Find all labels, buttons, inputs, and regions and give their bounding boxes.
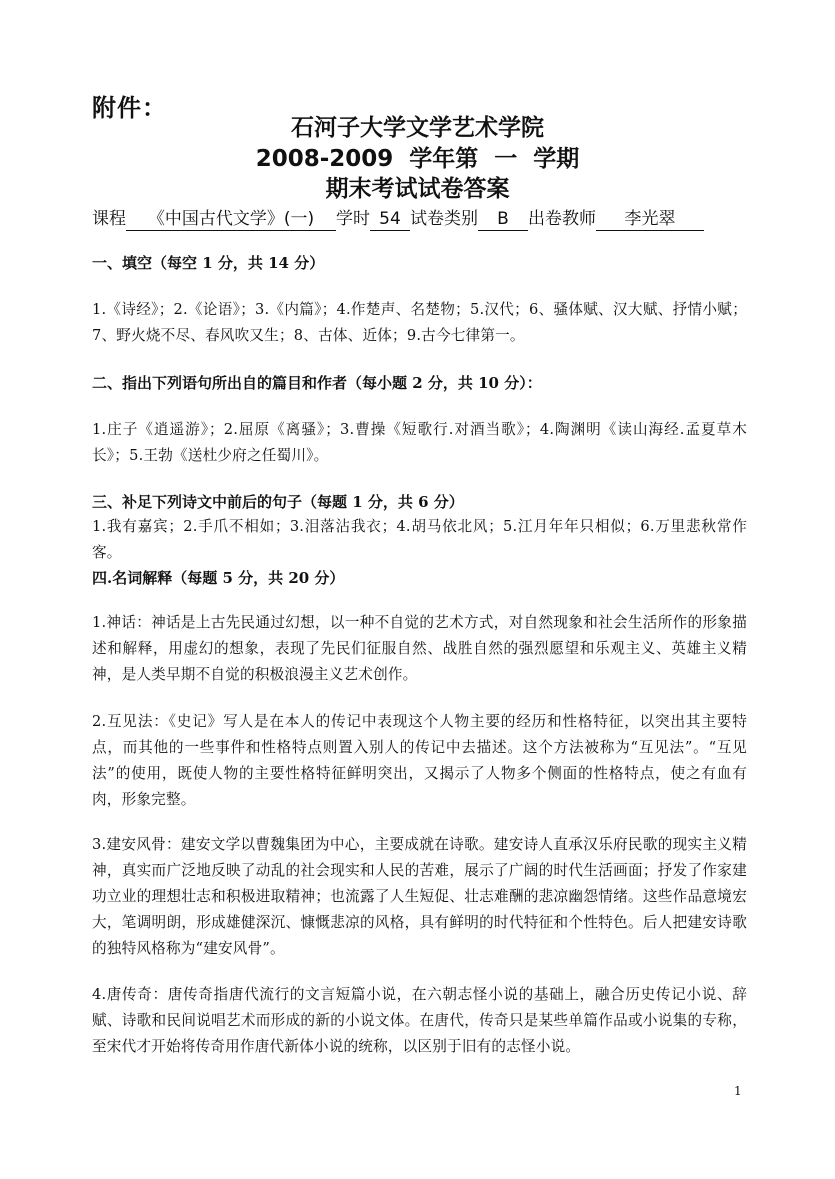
- term-title: 2008-2009 学年第 一 学期: [255, 146, 580, 172]
- document-title: 期末考试试卷答案: [325, 176, 510, 202]
- teacher-value: 李光翠: [596, 208, 704, 231]
- term-jianan-fenggu: 3.建安风骨：建安文学以曹魏集团为中心，主要成就在诗歌。建安诗人直承汉乐府民歌的现实主义精神，真实而广泛地反映了动乱的社会现实和人民的苦难，展示了广阔的时代生活画面；抒发了作家建功立业的理想壮志和积极进取精神；也流露了人生短促、壮志难酬的悲凉幽怨情绪。这些作品意境宏大，笔调明朗，形成雄健深沉、慷慨悲凉的风格，具有鲜明的时代特征和个性特色。后人把建安诗歌的独特风格称为“建安风骨”。: [92, 836, 747, 957]
- hours-label: 学时: [336, 209, 370, 229]
- section3-answer: 1.我有嘉宾；2.手爪不相如；3.泪落沾我衣；4.胡马依北风；5.江月年年只相似；6.万里悲秋常作客。: [92, 518, 747, 561]
- section2-answer: 1.庄子《逍遥游》；2.屈原《离骚》；3.曹操《短歌行.对酒当歌》；4.陶渊明《读山海经.孟夏草木长》；5.王勃《送杜少府之任蜀川》。: [92, 421, 747, 464]
- page-number: 1: [734, 1084, 742, 1098]
- section1-answer: 1.《诗经》；2.《论语》；3.《内篇》；4.作楚声、名楚物；5.汉代；6、骚体赋、汉大赋、抒情小赋；7、野火烧不尽、春风吹又生；8、古体、近体；9.古今七律第一。: [92, 301, 747, 344]
- term-tang-chuanqi: 4.唐传奇：唐传奇指唐代流行的文言短篇小说，在六朝志怪小说的基础上，融合历史传记小说、辞赋、诗歌和民间说唱艺术而形成的新的小说文体。在唐代，传奇只是某些单篇作品或小说集的专称，至宋代才开始将传奇用作唐代新体小说的统称，以区别于旧有的志怪小说。: [92, 986, 747, 1055]
- section1-heading: 一、填空（每空 1 分，共 14 分）: [92, 254, 325, 272]
- attachment-label: 附件：: [92, 94, 167, 122]
- type-value: B: [478, 208, 528, 231]
- term-shenhua: 1.神话：神话是上古先民通过幻想，以一种不自觉的艺术方式，对自然现象和社会生活所作的形象描述和解释，用虚幻的想象，表现了先民们征服自然、战胜自然的强烈愿望和乐观主义、英雄主义精神，是人类早期不自觉的积极浪漫主义艺术创作。: [92, 614, 747, 683]
- course-value: 《中国古代文学》(一): [126, 208, 336, 231]
- section4-heading: 四.名词解释（每题 5 分，共 20 分）: [92, 569, 345, 587]
- section3-heading: 三、补足下列诗文中前后的句子（每题 1 分，共 6 分）: [92, 493, 464, 511]
- school-title: 石河子大学文学艺术学院: [291, 115, 544, 141]
- teacher-label: 出卷教师: [528, 209, 596, 229]
- hours-value: 54: [370, 208, 410, 231]
- section2-heading: 二、指出下列语句所出自的篇目和作者（每小题 2 分，共 10 分）：: [92, 374, 542, 392]
- course-label: 课程: [92, 209, 126, 229]
- term-hujianfa: 2.互见法：《史记》写人是在本人的传记中表现这个人物主要的经历和性格特征，以突出其主要特点，而其他的一些事件和性格特点则置入别人的传记中去描述。这个方法被称为“互见法”。“互见法”的使用，既使人物的主要性格特征鲜明突出，又揭示了人物多个侧面的性格特点，使之有血有肉，形象完整。: [92, 713, 747, 808]
- type-label: 试卷类别: [410, 209, 478, 229]
- course-info-line: [92, 206, 742, 232]
